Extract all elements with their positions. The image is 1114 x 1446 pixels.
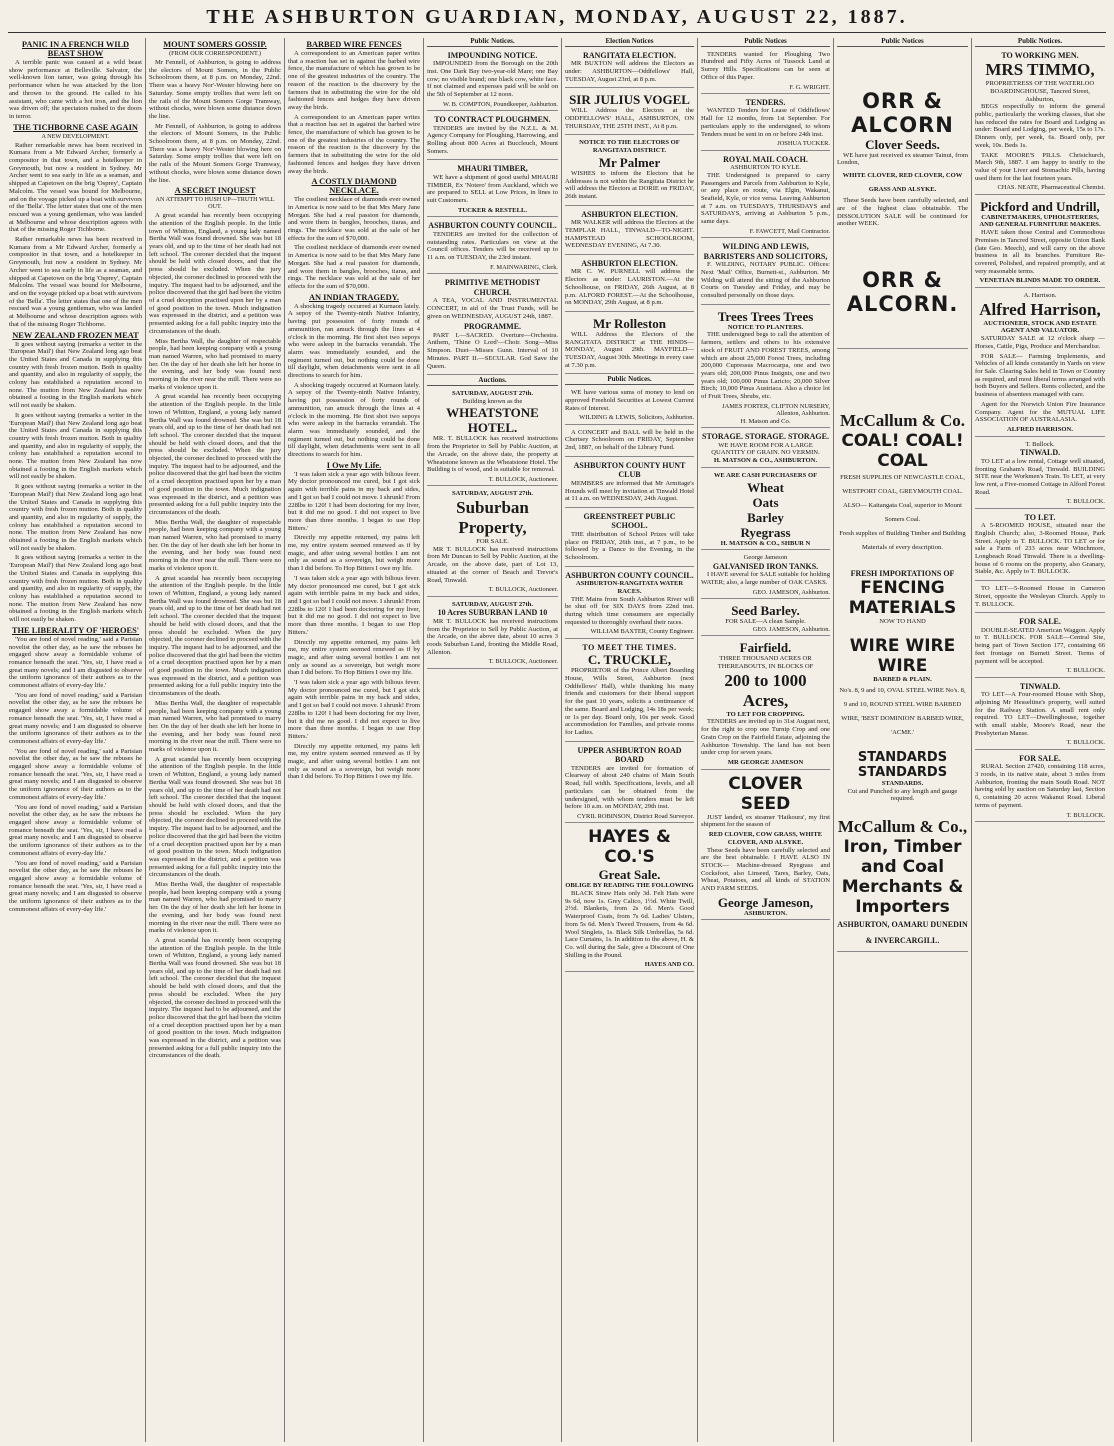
article-heading: A COSTLY DIAMOND NECKLACE. — [311, 177, 397, 196]
ad-headline: Wheat — [747, 479, 784, 495]
advertisement — [701, 638, 830, 769]
ad-text: WE have a shipment of good useful MHAURI TIMBER, Ex 'Notero' from Auckland, which we are prepared to SELL at Low Prices, in lines to suit Customers. — [427, 173, 558, 205]
ad-signature: CYRIL ROBINSON, District Road Surveyor. — [577, 812, 694, 820]
ad-text: IMPOUNDED from the Borough on the 20th inst. One Dark Bay two-year-old Mare; one Bay cow; no visible brand; one black cow, white face. If not claimed and expenses paid will be sold on the 5th of September at 12 noon. — [427, 60, 558, 99]
advertisement — [565, 825, 694, 971]
ad-signature: W. B. COMPTON, Poundkeeper, Ashburton. — [443, 100, 558, 108]
ad-title: TO MEET THE TIMES. — [582, 642, 677, 652]
ad-text: Agent for the Norwich Union Fire Insurance Company. Agent for the MUTUAL LIFE ASSOCIATION OF AUSTRALASIA. — [975, 400, 1105, 424]
article-text: Miss Bertha Wall, the daughter of respectable people, had been keeping company with a young man named Warren, who had promised to marry her. On the day of her death she left her home in the evening, and her body was found next morning in the river near the mill. There were no marks of violence upon it. — [149, 881, 281, 935]
ad-line: Cut and Punched to any length and gauge required. — [847, 787, 958, 803]
ad-title: NOTICE TO THE ELECTORS OF RANGITATA DISTRICT. — [579, 139, 680, 155]
ad-text: WILL Address the Electors at the ODDFELLOWS' HALL, ASHBURTON, ON THURSDAY, THE 25TH INST., At 8 p.m. — [565, 107, 694, 130]
article-text: 'I was taken sick a year ago with bilious fever. My doctor pronounced me cured, but I got sick again with terrible pains in my back and sides, and I got so bad I could not move. I shrunk! From 228lbs to 120! I had been doctoring for my liver, but it did me no good. I did not expect to live more than three months. I began to use Hop Bitters.' — [288, 679, 420, 740]
ad-text: MR. T. BULLOCK has received instructions from the Proprietor to Sell by Public Auction, at the Arcade, on the above date, the property at Wheatstone known as the Wheatstone Hotel. The Building is of wood, and is suitable for removal. — [427, 435, 558, 474]
article-text: Directly my appetite returned, my pains left me, my entire system seemed renewed as if by magic, and after using several bottles I am not only as sound as a sovereign, but weigh more than I did before. To Hop Bitters I owe my life. — [288, 742, 420, 781]
advertisement — [565, 208, 694, 255]
ad-signature: ASHBURTON, OAMARU DUNEDIN & INVERCARGILL. — [837, 919, 968, 945]
advertisement — [427, 219, 558, 274]
ad-subtitle: OBLIGE BY READING THE FOLLOWING — [565, 882, 694, 890]
ad-line: ASHBURTON. — [743, 909, 788, 917]
ad-text: MEMBERS are informed that Mr Armitage's Hounds will meet by invitation at Tinwald Hotel at 11 a.m. on WEDNESDAY, 24th August. — [565, 479, 694, 503]
ad-text: TENDERS are invited for formation of Clearway of about 240 chains of Main South Road, full width. Specifications, levels, and all particulars can be obtained from the undersigned, with whom tenders must be left before 10 a.m. on MONDAY, 29th inst. — [565, 764, 694, 811]
ad-headline: McCallum & Co., — [837, 816, 968, 836]
ad-title: MHAURI TIMBER, — [457, 164, 528, 174]
ad-text: TAKE MOORE'S PILLS. Christchurch, March 9th, 1887. I am happy to testify to the value of your Liver and Stomachic Pills, having used them for the last fourteen years. — [975, 151, 1105, 182]
advertisement — [701, 552, 830, 599]
article-text: A great scandal has recently been occupying the attention of the English people. In the little town of Whitton, England, a young lady named Bertha Wall was found drowned. She was but 18 years old, and up to the time of her death had not left school. The coroner decided that the inquest should be held with closed doors, and that the press should be excluded. When the jury objected, the coroner declined to proceed with the inquiry. The inquest had to be adjourned, and the police discovered that the girl had been the victim of a cruel deception practised upon her by a man of good position in the town. Much indignation was expressed in the district, and a petition was presented asking for a full public inquiry into the circumstances of the death. — [149, 936, 281, 1060]
ad-line: T. Bullock. — [1025, 440, 1055, 448]
advertisement — [565, 744, 694, 824]
column-1 — [6, 38, 146, 1442]
ad-text: TENDERS are invited for the collection of outstanding rates. Particulars on view at the Council offices. Tenders will be received up to 11 a.m. on TUESDAY, the 23rd instant. — [427, 230, 558, 262]
article-heading: THE TICHBORNE CASE AGAIN — [13, 122, 138, 132]
advertisement — [565, 641, 694, 742]
ad-signature: H. MATSON & CO., SHBUR N — [720, 539, 811, 547]
ad-text: I HAVE several for SALE suitable for holding WATER; also, a large number of OAK CASKS. — [701, 571, 830, 587]
article-heading: AN INDIAN TRAGEDY. — [308, 292, 400, 302]
ad-signature: F. MAINWARING, Clerk. — [490, 263, 558, 271]
article-subheading: A NEW DEVELOPMENT. — [41, 132, 110, 140]
ad-text: F. WILDING, NOTARY PUBLIC. Offices: Next 'Mail' Office, Burnett-st., Ashburton. Mr Wilding will attend the sitting of the Ashburton Courts on Tuesday and Friday, and may be consulted personally on those days. — [701, 261, 830, 299]
ad-title: TINWALD. — [1019, 448, 1061, 458]
ad-text: WILL Address the Electors of the RANGITATA DISTRICT at THE HINDS—MONDAY, August 29th. MAYFIELD—TUESDAY, August 30th. Meetings in every case at 7.30 p.m. — [565, 330, 694, 369]
ad-text: RURAL Section 27420, containing 118 acres, 3 roods, in its native state, about 3 miles from Ashburton, fronting the main South Road. NOT having sold by auction on Saturday last, Section 6, containing 20 acres Wakanui Road. Liberal terms of payment. — [975, 763, 1105, 809]
column-8 — [972, 38, 1108, 1442]
ad-signature: T. BULLOCK, Auctioneer. — [488, 475, 558, 483]
ad-line: FOR SALE—A clean Sample. — [725, 618, 806, 626]
article-text: A great scandal has recently been occupying the attention of the English people. In the little town of Whitton, England, a young lady named Bertha Wall was found drowned. She was but 18 years old, and up to the time of her death had not left school. The coroner decided that the inquest should be held with closed doors, and that the press should be excluded. When the jury objected, the coroner declined to proceed with the inquiry. The inquest had to be adjourned, and the police discovered that the girl had been the victim of a cruel deception practised upon her by a man of good position in the town. Much indignation was expressed in the district, and a petition was presented asking for a full public inquiry into the circumstances of the death. — [149, 212, 281, 335]
ad-signature: CHAS. NEATE, Pharmaceutical Chemist. — [997, 184, 1105, 192]
ad-headline: 200 to 1000 Acres, — [724, 670, 807, 710]
section-label: Public Notices. — [565, 376, 694, 385]
ad-title: PRIMITIVE METHODIST CHURCH. — [444, 278, 541, 297]
advertisement — [975, 615, 1105, 677]
ad-signature: T. BULLOCK. — [1066, 811, 1105, 819]
ad-signature: ALFRED HARRISON. — [1007, 425, 1073, 433]
ad-signature: T. BULLOCK. — [1066, 667, 1105, 675]
advertisement — [565, 137, 694, 205]
ad-text: FOR SALE— Farming Implements, and Vehicles of all kinds constantly in Yards on view for Sale. Clearing Sales held in Town or Country as required, and most liberal terms arranged with both Buyers and Sellers. Rents collected, and the business of absentees managed with care. — [975, 352, 1105, 399]
ad-headline: Merchants & Importers — [841, 876, 964, 917]
article-text: Directly my appetite returned, my pains left me, my entire system seemed renewed as if by magic, and after using several bottles I am not only as sound as a sovereign, but weigh more than I did before. To Hop Bitters I owe my life. — [288, 638, 420, 677]
ad-signature: F. G. WRIGHT. — [789, 83, 830, 91]
ad-headline: HAYES & CO.'S — [588, 827, 671, 868]
section-label: Public Notices. — [427, 38, 558, 47]
advertisement — [975, 49, 1105, 195]
ad-text: These Seeds have been carefully selected and are the best obtainable. I HAVE ALSO IN STOCK— Machine-dressed Ryegrass and Cocksfoot, also Linseed, Tares, Barley, Oats, Wheat, Potatoes, and all kinds of STATION AND FARM SEEDS. — [701, 846, 830, 893]
ad-line: FOR SALE. — [476, 538, 509, 546]
ad-text: THE distribution of School Prizes will take place on FRIDAY, 26th inst., at 7 p.m., to be followed by a Dance to the Evening, in the Schoolroom. — [565, 530, 694, 562]
ad-line: PROPRIETRESS OF THE WATERLOO BOARDINGHOUSE, Tancred Street, Ashburton, — [985, 80, 1095, 103]
advertisement — [701, 240, 830, 305]
ad-line: RED CLOVER, COW GRASS, WHITE CLOVER, AND ALSYKE. — [708, 831, 823, 846]
ad-title: WILDING AND LEWIS, — [722, 242, 809, 252]
ad-text: WANTED Tenders for Lease of Oddfellows' Hall for 12 months, from 1st September. For particulars apply to the undersigned, to whom Tenders must be sent in on or before 24th inst. — [701, 107, 830, 138]
article-text: Directly my appetite returned, my pains left me, my entire system seemed renewed as if by magic, and after using several bottles I am not only as sound as a sovereign, but weigh more than I did before. To Hop Bitters I owe my life. — [288, 534, 420, 573]
article-heading: I Owe My Life. — [326, 460, 382, 470]
ad-headline: Clover Seeds. — [865, 136, 940, 152]
ad-headline: George Jameson, — [717, 894, 814, 910]
ad-subtitle: PROGRAMME. — [463, 322, 522, 332]
article-heading: NEW ZEALAND FROZEN MEAT — [12, 330, 139, 340]
ad-signature: WILLIAM BAXTER, County Engineer. — [590, 628, 694, 636]
ad-headline: STANDARDS STANDARDS — [857, 749, 948, 780]
ad-headline: 10 Acres SUBURBAN LAND 10 — [437, 608, 548, 618]
advertisement — [427, 488, 558, 596]
advertisement — [427, 388, 558, 486]
section-label: Public Notices. — [975, 38, 1105, 47]
ad-text: THE Mains from South Ashburton River will be shut off for SIX DAYS from 22nd inst. during which time consumers are especially requested to thoroughly overhaul their races. — [565, 595, 694, 626]
advertisement — [427, 162, 558, 217]
ad-title: FOR SALE. — [1019, 617, 1061, 627]
ad-text: DOUBLE-SEATED American Waggon. Apply to T. BULLOCK. FOR SALE—Central Site, being part of Town Section 177, containing 66 feet frontage on Burnett Street. Terms of payment will be accepted. — [975, 626, 1105, 665]
ad-text: MR T. BULLOCK has received instructions from the Proprietor to Sell by Public Auction, at the Arcade, on the above date, about 10 acres 3 roods Suburban Land, fronting the Middle Road, Allenton. — [427, 617, 558, 656]
ad-headline: Oats — [752, 494, 779, 510]
ad-headline: ORR & ALCORN — [851, 88, 954, 137]
ad-title: ASHBURTON COUNTY COUNCIL. — [428, 221, 557, 231]
advertisement — [565, 257, 694, 312]
ad-title: ASHBURTON COUNTY COUNCIL. — [565, 570, 694, 580]
ad-text: MR WALKER will address the Electors at the TEMPLAR HALL, TINWALD—TO-NIGHT. HAMPSTEAD SCHOOLROOM, WEDNESDAY EVENING, At 7.30. — [565, 219, 694, 250]
ad-text: PART I.—SACRED. Overture—Orchestra. Anthem, 'Thine O Lord'—Choir. Song—Miss Simpson. Duet—Misses Gunn. Interval of 10 Minutes. PART II.—SECULAR. God Save the Queen. — [427, 331, 558, 370]
ad-signature: H. MATSON & CO., ASHBURTON. — [713, 457, 818, 465]
advertisement — [701, 601, 830, 636]
advertisement — [975, 583, 1105, 613]
ad-line: THREE THOUSAND ACRES OR THEREABOUTS, IN BLOCKS OF — [717, 655, 814, 671]
advertisement — [427, 276, 558, 375]
ad-title: AUCTIONEER, STOCK AND ESTATE AGENT AND VALUATOR. — [983, 319, 1097, 335]
advertisement — [427, 49, 558, 111]
ad-headline: Iron, Timber and Coal — [843, 836, 962, 877]
ad-text: These Seeds have been carefully selected, and are of the highest class obtainable. The DISSOLUTION SALE will be continued for another WEEK. — [837, 197, 968, 228]
article-text: A great scandal has recently been occupying the attention of the English people. In the little town of Whitton, England, a young lady named Bertha Wall was found drowned. She was but 18 years old, and up to the time of her death had not left school. The coroner decided that the inquest should be held with closed doors, and that the press should be excluded. When the jury objected, the coroner declined to proceed with the inquiry. The inquest had to be adjourned, and the police discovered that the girl had been the victim of a cruel deception practised upon her by a man of good position in the town. Much indignation was expressed in the district, and a petition was presented asking for a full public inquiry into the circumstances of the death. — [149, 393, 281, 516]
ad-signature: T. BULLOCK. — [1066, 498, 1105, 506]
ad-headline: MRS TIMMO, — [985, 60, 1095, 80]
ad-headline: Mr Palmer — [598, 154, 661, 170]
article-text: A great scandal has recently been occupying the attention of the English people. In the little town of Whitton, England, a young lady named Bertha Wall was found drowned. She was but 18 years old, and up to the time of her death had not left school. The coroner decided that the inquest should be held with closed doors, and that the press should be excluded. When the jury objected, the coroner declined to proceed with the inquiry. The inquest had to be adjourned, and the police discovered that the girl had been the victim of a cruel deception practised upon her by a man of good position in the town. Much indignation was expressed in the district, and a petition was presented asking for a full public inquiry into the circumstances of the death. — [149, 574, 281, 698]
article-heading: MOUNT SOMERS GOSSIP. — [163, 40, 267, 49]
ad-title: RANGITATA ELECTION. — [583, 50, 676, 60]
advertisement — [701, 470, 830, 550]
column-5 — [562, 38, 698, 1442]
article-text: 'You are fond of novel reading,' said a Parisian novelist the other day, as he saw the rebuses he engaged show away a formidable volume of romance beneath the seat. 'Yes, sir, I have read a great many novels; and I am disgusted to observe the uniform ignorance of their authors as to the commonest affairs of every-day life.' — [9, 691, 142, 745]
article-text: Miss Bertha Wall, the daughter of respectable people, had been keeping company with a young man named Warren, who had promised to marry her. On the day of her death she left her home in the evening, and her body was found next morning in the river near the mill. There were no marks of violence upon it. — [149, 518, 281, 572]
article-text: Rather remarkable news has been received in Kumara from a Mr Edward Archer, formerly a compositor in that town, and a hotelkeeper in Greymouth, but now a resident in Sydney. Mr Archer went to sea early in life as a seaman, and shipped at Capetown on the brig 'Osprey', Captain Malcolm. The vessel was bound for Melbourne, and on the voyage picked up a boat with survivors of the 'Bella'. The letter states that one of the men rescued was a young gentleman, who was landed at Melbourne and whose description agrees with that of the missing Roger Tichborne. — [9, 236, 142, 328]
article-text: 'You are fond of novel reading,' said a Parisian novelist the other day, as he saw the rebuses he engaged show away a formidable volume of romance beneath the seat. 'Yes, sir, I have read a great many novels; and I am disgusted to observe the uniform ignorance of their authors as to the commonest affairs of every-day life.' — [9, 747, 142, 801]
article-heading: THE LIBERALITY OF 'HEROES' — [11, 625, 140, 635]
article-text: Mr Fennell, of Ashburton, is going to address the electors of Mount Somers, in the Public Schoolroom there, at 8 p.m. on Monday, 22nd. There was a heavy Nor'-Wester blowing here on Saturday. Some empty trollies that were left on the rails of the Mount Somers Gorge Tramway, without chocks, were blown some distance down the line. — [149, 122, 281, 184]
advertisement — [975, 511, 1105, 581]
ad-line: NOW TO HAND — [879, 618, 926, 626]
ad-title: FRESH IMPORTATIONS OF — [850, 568, 955, 578]
article-subheading: AN ATTEMPT TO HUSH UP—TRUTH WILL OUT. — [155, 196, 275, 211]
ad-text: A TEA, VOCAL AND INSTRUMENTAL CONCERT, in aid of the Trust Funds, will be given on WEDNESDAY, AUGUST 24th, 1887. — [427, 297, 558, 320]
ad-text: JUST landed, ex steamer 'Haikoura', my first shipment for the season of — [701, 813, 830, 829]
ad-text: THE undersigned begs to call the attention of farmers, settlers and others to his extensive stock of FRUIT AND FOREST TREES, among which are about 25,000 Forest Trees, including 200,000 Cupressus Macrocarpa, one and two years old; 200,000 Pinus Insignis, one and two years old; 100,000 Pinus Laricio; 20,000 Silver Birch; 10,000 Pinus Austriaca. Also a choice lot of Fruit Trees, Shrubs, etc. — [701, 331, 830, 401]
ad-signature: TUCKER & RESTELL. — [457, 206, 528, 214]
ad-text: MR C. W. PURNELL will address the Electors as under: LAURISTON.—At the Schoolhouse, on FRIDAY, 26th August, at 8 p.m. ALFORD FOREST.—At the Schoolhouse, on MONDAY, 29th August, at 8 p.m. — [565, 268, 694, 307]
ad-title: GREENSTREET PUBLIC SCHOOL. — [583, 511, 676, 531]
advertisement — [565, 387, 694, 425]
ad-title: ASHBURTON COUNTY HUNT CLUB — [573, 460, 686, 480]
ad-title: NOTICE TO PLANTERS. — [727, 323, 804, 331]
article-text: It goes without saying (remarks a writer in the 'European Mail') that New Zealand long ago beat the United States and Canada in supplying this country with fresh frozen mutton. Both in quality and quantity, and also in regularity of supply, the colony has established a reputation second to none. The mutton from New Zealand has now obtained a footing in the English markets which will not easily be shaken. — [9, 411, 142, 481]
ad-signature: JOSHUA TUCKER. — [777, 140, 830, 148]
ad-text: BLACK Straw Hats only 3d. Felt Hats were 9s 6d, now 1s. Grey Calico, 1½d. White Twill, 2½d. Blankets, from 2s 6d. Men's Good Waterproof Coats, from 7s 6d. Ladies' Ulsters, from 5s 6d. Men's Tweed Trousers, from 4s 6d. Wool Singlets, 1s. Black Silk Umbrellas, 5s 6d. Lace Curtains, 1s. In addition to the above, H. & Co. will during the Sale, give a Discount of One Shilling in the Pound. — [565, 890, 694, 959]
article-text: The costliest necklace of diamonds ever owned in America is now said to be that Mrs Mary Jane Morgan. She had a real passion for diamonds, and wore them in bangles, brooches, tiaras, and rings. The necklace was sold at the sale of her effects for the sum of $70,000. — [288, 196, 420, 242]
ad-title: IMPOUNDING NOTICE. — [447, 50, 538, 60]
ad-text: MR T. BULLOCK has received instructions from Mr Duncan to Sell by Public Auction, at the Arcade, on the above date, part of Lot 13, situated at the corner of Beach and Trevor's Road, Tinwald. — [427, 545, 558, 584]
advertisement — [975, 290, 1105, 437]
ad-text: WE have just received ex steamer Tainui, from London, — [837, 151, 968, 167]
ad-title: TO WORKING MEN. — [1001, 50, 1079, 60]
advertisement — [427, 599, 558, 669]
ad-date: SATURDAY, AUGUST 27th. — [452, 390, 533, 397]
ad-text: TENDERS are invited up to 31st August next, for the right to crop one Turnip Crop and one Grain Crop on the Fairfield Estate, adjoining the Ashburton Township. The land has not been under crop for seven years. — [701, 718, 830, 757]
ad-headline: CLOVER SEED — [728, 773, 803, 814]
column-4 — [424, 38, 562, 1442]
ad-headline: COAL! COAL! COAL — [841, 430, 964, 471]
ad-line: VENETIAN BLINDS MADE TO ORDER. — [979, 277, 1101, 285]
ad-title: TO CONTRACT PLOUGHMEN. — [434, 115, 551, 125]
ad-text: TENDERS are invited by the N.Z.L. & M. Agency Company for Ploughing, Harrowing, and Rolling about 800 Acres at Buccleuch, Mount Somers. — [427, 124, 558, 155]
article-text: It goes without saying (remarks a writer in the 'European Mail') that New Zealand long ago beat the United States and Canada in supplying this country with fresh frozen mutton. Both in quality and quantity, and also in regularity of supply, the colony has established a reputation second to none. The mutton from New Zealand has now obtained a footing in the English markets which will not easily be shaken. — [9, 340, 142, 410]
advertisement — [975, 439, 1105, 509]
advertisement — [701, 307, 830, 429]
article-subheading: (FROM OUR CORRESPONDENT.) — [169, 50, 261, 57]
ad-date: SATURDAY, AUGUST 27th. — [452, 600, 533, 608]
article-text: Rather remarkable news has been received in Kumara from a Mr Edward Archer, formerly a compositor in that town, and a hotelkeeper in Greymouth, but now a resident in Sydney. Mr Archer went to sea early in life as a seaman, and shipped at Capetown on the brig 'Osprey', Captain Malcolm. The vessel was bound for Melbourne, and on the voyage picked up a boat with survivors of the 'Bella'. The letter states that one of the men rescued was a young gentleman, who was landed at Melbourne and whose description agrees with that of the missing Roger Tichborne. — [9, 141, 142, 234]
ad-headline: Suburban Property, — [456, 498, 529, 538]
advertisement — [565, 314, 694, 375]
column-2 — [146, 38, 285, 1442]
ad-headline: Seed Barley. — [731, 603, 800, 619]
column-3 — [285, 38, 424, 1442]
ad-line: FRESH SUPPLIES OF NEWCASTLE COAL, WESTPORT COAL, GREYMOUTH COAL. ALSO— Kaitangata Coal, superior to Mount Somers Coal. — [840, 473, 965, 523]
ad-line: H. Matson and Co. — [740, 417, 791, 425]
ad-signature: GEO. JAMESON, Ashburton. — [752, 588, 830, 596]
ad-line: WE HAVE ROOM FOR A LARGE QUANTITY OF GRAIN. NO VERMIN. — [711, 441, 820, 457]
ad-text: TO LET—A Four-roomed House with Shop, adjoining Mr Hesseltine's property, well suited for the Railway Station. A small rent only required. TO LET—Dwellinghouse, together with small stable, Moore's Road, near the Presbyterian Manse. — [975, 691, 1105, 737]
ad-line: A. Harrison. — [1023, 292, 1057, 300]
ad-headline: Fairfield. — [739, 640, 792, 656]
ad-text: SATURDAY SALE at 12 o'clock sharp —Horses, Cattle, Pigs, Produce and Merchandise. — [975, 335, 1105, 350]
advertisement — [701, 96, 830, 151]
article-text: 'You are fond of novel reading,' said a Parisian novelist the other day, as he saw the rebuses he engaged show away a formidable volume of romance beneath the seat. 'Yes, sir, I have read a great many novels; and I am disgusted to observe the uniform ignorance of their authors as to the commonest affairs of every-day life.' — [9, 635, 142, 690]
ad-subtitle: ASHBURTON-RANGITATA WATER RACES. — [575, 580, 684, 595]
ad-headline: WHEATSTONE HOTEL. — [446, 405, 539, 436]
ad-signature: MR GEORGE JAMESON — [727, 759, 804, 766]
advertisement — [837, 351, 968, 952]
ad-subtitle: ASHBURTON TO KYLE. — [730, 164, 801, 172]
article-text: A great scandal has recently been occupying the attention of the English people. In the little town of Whitton, England, a young lady named Bertha Wall was found drowned. She was but 18 years old, and up to the time of her death had not left school. The coroner decided that the inquest should be held with closed doors, and that the press should be excluded. When the jury objected, the coroner declined to proceed with the inquiry. The inquest had to be adjourned, and the police discovered that the girl had been the victim of a cruel deception practised upon her by a man of good position in the town. Much indignation was expressed in the district, and a petition was presented asking for a full public inquiry into the circumstances of the death. — [149, 755, 281, 879]
advertisement — [701, 772, 830, 921]
ad-signature: GEO. JAMESON, Ashburton. — [752, 625, 830, 633]
ad-text: WISHES to inform the Electors that he Addresses is not within the Rangitata District he will address the Electors at DORIE on FRIDAY, 26th instant. — [565, 169, 694, 200]
article-text: Miss Bertha Wall, the daughter of respectable people, had been keeping company with a young man named Warren, who had promised to marry her. On the day of her death she left her home in the evening, and her body was found next morning in the river near the mill. There were no marks of violence upon it. — [149, 699, 281, 754]
ad-signature: ORR & ALCORN. — [846, 267, 959, 316]
article-text: A correspondent to an American paper writes that a reaction has set in against the barbed wire fence, the manufacture of which has grown to be one of the greatest industries of the country. The reason of the reaction is the discovery by the farmers that in substituting the wire for the old fashioned fences and hedges they have driven away the birds. — [288, 113, 420, 175]
ad-text: TO LET at a low rental, Cottage well situated, fronting Graham's Road, Tinwald. BUILDING SITE near the Workmen's Train. To LET, at very low rent, a Five-roomed Cottage in Alford Forest Road. — [975, 457, 1105, 496]
article-heading: PANIC IN A FRENCH WILD BEAST SHOW — [21, 40, 130, 58]
ad-signature: WILDING & LEWIS, Solicitors, Ashburton. — [579, 414, 694, 422]
advertisement — [427, 113, 558, 160]
ad-text: A 5-ROOMED HOUSE, situated near the English Church; also, 3-Roomed House, Park Street. Apply to T. BULLOCK. TO LET or for sale a Farm of 233 acres near Winchmore, Longbeach Road Tinwald. There is a dwelling-house of 6 rooms on the property, also Granary, Stable, &c. Apply to T. BULLOCK. — [975, 522, 1105, 576]
advertisement — [701, 430, 830, 468]
advertisement — [837, 49, 968, 349]
article-text: A shocking tragedy occurred at Kurnaon lately. A sepoy of the Twenty-ninth Native Infantry, having put possession of forty rounds of ammunition, ran amuck through the lines at 4 o'clock in the morning. He first shot two sepoys who were asleep in the barracks verandah. The alarm was immediately sounded, and the regiment turned out, but nothing could be done till daylight, when detachments were sent in all directions to search for him. — [288, 302, 420, 380]
ad-signature: F. FAWCETT, Mail Contractor. — [749, 227, 830, 235]
ad-text: TO LET—5-Roomed House in Cameron Street, opposite the Wesleyan Church. Apply to T. BULLOCK. — [975, 585, 1105, 608]
ad-title: FOR SALE. — [1019, 753, 1061, 763]
ad-headline: Ryegrass — [740, 524, 791, 540]
ad-subtitle: BARRISTERS AND SOLICITORS, — [703, 251, 828, 261]
article-text: It goes without saying (remarks a writer in the 'European Mail') that New Zealand long ago beat the United States and Canada in supplying this country with fresh frozen mutton. Both in quality and quantity, and also in regularity of supply, the colony has established a reputation second to none. The mutton from New Zealand has now obtained a footing in the English markets which will not easily be shaken. — [9, 554, 142, 624]
ad-headline: WIRE WIRE WIRE — [849, 636, 956, 677]
ad-text: TENDERS wanted for Ploughing Two Hundred and Fifty Acres of Tussock Land at Surrey Hills. Specifications can be seen at Office of this Paper. — [701, 50, 830, 81]
section-label: Public Notices — [701, 38, 830, 47]
advertisement — [701, 49, 830, 94]
ad-headline: Great Sale. — [598, 867, 661, 883]
advertisement — [565, 510, 694, 567]
ad-headline: Trees Trees Trees — [717, 308, 814, 324]
ad-text: BEGS respectfully to inform the general public, particularly the working classes, that she has reduced the rates for Board and Lodging as under: Board and Lodging, per week, 15s to 17s. Dinners only, per week, 6s. Board only, per week, 10s. Beds 1s. — [975, 103, 1105, 149]
ad-text: HAVE taken those Central and Commodious Premises in Tancred Street, opposite Union Bank (late Geo. Meech), and will carry on the above business in all its branches. Furniture Re-covered, Polished, and repaired promptly, and at very reasonable terms. — [975, 229, 1105, 275]
ad-headline: Barley — [747, 509, 784, 525]
article-text: 'I was taken sick a year ago with bilious fever. My doctor pronounced me cured, but I got sick again with terrible pains in my back and sides, and I got so bad I could not move. I shrunk! From 228lbs to 120! I had been doctoring for my liver, but it did me no good. I did not expect to live more than three months. I began to use Hop Bitters.' — [288, 470, 420, 532]
article-text: 'I was taken sick a year ago with bilious fever. My doctor pronounced me cured, but I got sick again with terrible pains in my back and sides, and I got so bad I could not move. I shrunk! From 228lbs to 120! I had been doctoring for my liver, but it did me no good. I did not expect to live more than three months. I began to use Hop Bitters.' — [288, 574, 420, 636]
advertisement — [565, 459, 694, 508]
masthead-title: THE ASHBURTON GUARDIAN, MONDAY, AUGUST 22, 1887. — [206, 6, 908, 28]
advertisement — [565, 427, 694, 457]
ad-title: CABINETMAKERS, UPHOLSTERERS, AND GENERAL FURNITURE MAKERS. — [979, 213, 1101, 229]
ad-headline: Mr Rolleston — [592, 315, 667, 331]
article-text: 'You are fond of novel reading,' said a Parisian novelist the other day, as he saw the rebuses he engaged show away a formidable volume of romance beneath the seat. 'Yes, sir, I have read a great many novels; and I am disgusted to observe the uniform ignorance of their authors as to the commonest affairs of every-day life.' — [9, 803, 142, 857]
article-text: Miss Bertha Wall, the daughter of respectable people, had been keeping company with a young man named Warren, who had promised to marry her. On the day of her death she left her home in the evening, and her body was found next morning in the river near the mill. There were no marks of violence upon it. — [149, 337, 281, 391]
article-text: It goes without saying (remarks a writer in the 'European Mail') that New Zealand long ago beat the United States and Canada in supplying this country with fresh frozen mutton. Both in quality and quantity, and also in regularity of supply, the colony has established a reputation second to none. The mutton from New Zealand has now obtained a footing in the English markets which will not easily be shaken. — [9, 483, 142, 552]
ad-signature: HAYES AND CO. — [644, 961, 694, 969]
ad-line: TO LET FOR CROPPING. — [726, 710, 805, 718]
advertisement — [975, 197, 1105, 288]
ad-title: ASHBURTON ELECTION. — [581, 258, 678, 268]
ad-line: STANDARDS. — [881, 779, 924, 787]
ad-text: MR BUXTON will address the Electors as under: ASHBURTON—Oddfellows' Hall, TUESDAY, August 23rd, at 8 p.m. — [565, 60, 694, 83]
ad-line: BARBED & PLAIN. — [873, 676, 932, 684]
article-text: A correspondent to an American paper writes that a reaction has set in against the barbed wire fence, the manufacture of which has grown to be one of the greatest industries of the country. The reason of the reaction is the discovery by the farmers that in substituting the wire for the old fashioned fences and hedges they have driven away the birds. — [288, 50, 420, 111]
ad-text: A CONCERT and BALL will be held in the Chertsey Schoolroom on FRIDAY, September 2nd, 1887, on behalf of the Library Fund. — [565, 428, 694, 452]
advertisement — [565, 49, 694, 89]
ad-title: ASHBURTON ELECTION. — [581, 209, 678, 219]
ad-signature: T. BULLOCK. — [1066, 739, 1105, 747]
article-text: A terrible panic was caused at a wild beast show performance at Belleville. Salvator, the well-known lion tamer, was going through his performance when he was attacked by the lion and thrown to the ground. He called to his assistant, who came with a hot iron, and the lion was driven off; the spectators rushed to the doors in terror. — [9, 59, 142, 120]
ad-text: PROPRIETOR of the Prince Albert Boarding House, Wills Street, Ashburton (next Oddfellows' Hall), while thanking his many friends and customers for their liberal support for the past 10 years, solicits a continuance of the same. Board and Lodging, 14s 18s per week; or 1s per day. Board only, 10s per week. Good accommodation for Families, and private rooms for Ladies. — [565, 667, 694, 736]
advertisement — [701, 153, 830, 239]
ad-title: GALVANISED IRON TANKS. — [712, 561, 819, 571]
ad-headline: SIR JULIUS VOGEL — [569, 92, 690, 108]
ad-title: TO LET. — [1024, 512, 1056, 522]
article-heading: A SECRET INQUEST — [174, 186, 256, 196]
article-text: The costliest necklace of diamonds ever owned in America is now said to be that Mrs Mary Jane Morgan. She had a real passion for diamonds, and wore them in bangles, brooches, tiaras, and rings. The necklace was sold at the sale of her effects for the sum of $70,000. — [288, 244, 420, 290]
article-heading: BARBED WIRE FENCES — [306, 40, 402, 49]
ad-line: Fresh supplies of Building Timber and Building Materials of every description. — [839, 529, 966, 551]
ad-signature: JAMES FORTER, CLIFTON NURSERY, Allenton, Ashburton. — [722, 402, 830, 418]
advertisement — [975, 680, 1105, 750]
article-text: A shocking tragedy occurred at Kurnaon lately. A sepoy of the Twenty-ninth Native Infantry, having put possession of forty rounds of ammunition, ran amuck through the lines at 4 o'clock in the morning. He first shot two sepoys who were asleep in the barracks verandah. The alarm was immediately sounded, and the regiment turned out, but nothing could be done till daylight, when detachments were sent in all directions to search for him. — [288, 381, 420, 459]
ad-line: WHITE CLOVER, RED CLOVER, COW GRASS AND ALSYKE. — [842, 172, 963, 194]
ad-headline: STORAGE. STORAGE. STORAGE. — [702, 432, 829, 442]
section-label: Election Notices — [565, 38, 694, 47]
column-6 — [698, 38, 834, 1442]
ad-headline: Alfred Harrison, — [979, 299, 1101, 319]
ad-line: WE ARE CASH PURCHASERS OF — [713, 471, 818, 479]
columns — [6, 38, 1108, 1442]
ad-title: TINWALD. — [1019, 681, 1061, 691]
article-text: Mr Fennell, of Ashburton, is going to address the electors of Mount Somers, in the Public Schoolroom there, at 8 p.m. on Monday, 22nd. There was a heavy Nor'-Wester blowing here on Saturday. Some empty trollies that were left on the rails of the Mount Somers Gorge Tramway, without chocks, were blown some distance down the line. — [149, 59, 281, 120]
ad-text: THE Undersigned is prepared to carry Passengers and Parcels from Ashburton to Kyle, or any place en route, via Elgin, Wakanui, Seafield, Kyle, or vice versa. Leaving Ashburton at 7 a.m. on TUESDAYS, THURSDAYS and SATURDAYS, arriving at Ashburton 5 p.m., same days. — [701, 171, 830, 226]
ad-line: No's. 8, 9 and 10, OVAL STEEL WIRE No's. 8, 9 and 10, ROUND STEEL WIRE BARBED WIRE, 'BEST DOMINION' BARBED WIRE, 'ACME.' — [839, 686, 966, 736]
ad-date: SATURDAY, AUGUST 27th. — [452, 490, 533, 498]
advertisement — [565, 569, 694, 639]
column-7 — [834, 38, 972, 1442]
advertisement — [565, 90, 694, 135]
ad-headline: McCallum & Co. — [839, 410, 966, 430]
ad-text: WE have various sums of money to lend on approved Freehold Securities at Lowest Current Rates of Interest. — [565, 389, 694, 412]
ad-title: ROYAL MAIL COACH. — [723, 154, 808, 164]
ad-headline: C. TRUCKLE, — [587, 652, 672, 668]
ad-line: George Jameson — [743, 554, 788, 562]
ad-headline: FENCING MATERIALS — [848, 578, 957, 619]
ad-signature: T. BULLOCK, Auctioneer. — [488, 586, 558, 594]
section-label: Public Notices — [837, 38, 968, 47]
ad-signature: T. BULLOCK, Auctioneer. — [488, 658, 558, 666]
article-text: 'You are fond of novel reading,' said a Parisian novelist the other day, as he saw the rebuses he engaged show away a formidable volume of romance beneath the seat. 'Yes, sir, I have read a great many novels; and I am disgusted to observe the uniform ignorance of their authors as to the commonest affairs of every-day life.' — [9, 859, 142, 913]
ad-title: UPPER ASHBURTON ROAD BOARD — [577, 745, 682, 765]
masthead-rule — [8, 32, 1106, 33]
ad-line: Building known as the — [462, 397, 523, 405]
section-label: Auctions. — [427, 377, 558, 386]
ad-headline: Pickford and Undrill, — [980, 198, 1100, 214]
advertisement — [975, 752, 1105, 822]
ad-title: TENDERS. — [745, 97, 786, 107]
